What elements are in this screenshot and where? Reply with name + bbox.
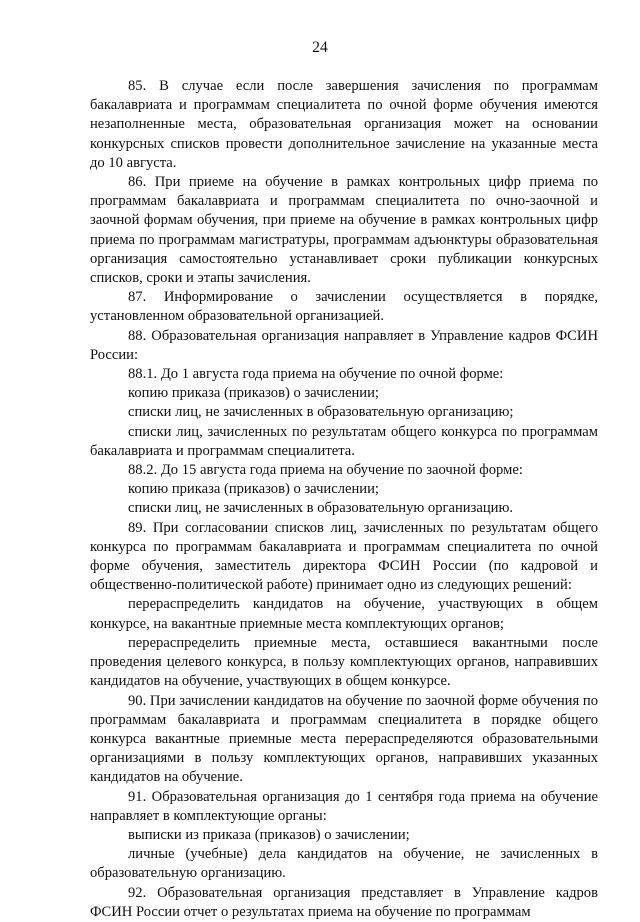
list-item: копию приказа (приказов) о зачислении; [128, 481, 379, 498]
list-item: перераспределить кандидатов на обучение, участвующих в общем конкурсе, на вакантные приемные места комплектующих органов; [90, 596, 598, 632]
list-item: перераспределить приемные места, оставшиеся вакантными после проведения целевого конкурса, в пользу комплектующих органов, направивших кандидатов на обучение, участвующих в общем конкурсе. [90, 634, 598, 690]
list-item: списки лиц, не зачисленных в образовательную организацию; [128, 404, 514, 421]
paragraph-89: 89. При согласовании списков лиц, зачисленных по результатам общего конкурса по программам бакалавриата и программам специалитета по очной форме обучения, заместитель директора ФСИН России (по кадровой и общественно-политической работе) принимает одно из следующих решений: [90, 519, 598, 594]
paragraph-87: 87. Информирование о зачислении осуществляется в порядке, установленном образовательной организацией. [90, 289, 598, 325]
paragraph-86: 86. При приеме на обучение в рамках контрольных цифр приема по программам бакалавриата и программам специалитета по очно-заочной и заочной формам обучения, при приеме на обучение в рамках контрольных цифр приема по программам магистратуры, программам адъюнктуры образовательная организация самостоятельно устанавливает сроки публикации конкурсных списков, сроки и этапы зачисления. [90, 174, 598, 287]
list-item: личные (учебные) дела кандидатов на обучение, не зачисленных в образовательную организацию. [90, 846, 598, 882]
document-body [90, 77, 598, 922]
paragraph-90: 90. При зачислении кандидатов на обучение по заочной форме обучения по программам бакалавриата и программам специалитета в порядке общего конкурса вакантные приемные места перераспределяются образовательными организациями в пользу комплектующих органов, направивших указанных кандидатов на обучение. [90, 692, 598, 786]
list-item: списки лиц, не зачисленных в образовательную организацию. [128, 500, 514, 517]
list-item: копию приказа (приказов) о зачислении; [128, 385, 379, 402]
paragraph-88-2: 88.2. До 15 августа года приема на обучение по заочной форме: [128, 462, 523, 479]
paragraph-85: 85. В случае если после завершения зачисления по программам бакалавриата и программам специалитета по очной форме обучения имеются незаполненные места, образовательная организация может на основании конкурсных списков провести дополнительное зачисление на указанные места до 10 августа. [90, 78, 598, 171]
paragraph-92: 92. Образовательная организация представляет в Управление кадров ФСИН России отчет о результатах приема на обучение по программам [90, 884, 598, 920]
paragraph-91: 91. Образовательная организация до 1 сентября года приема на обучение направляет в комплектующие органы: [90, 788, 598, 824]
list-item: выписки из приказа (приказов) о зачислении; [128, 826, 410, 843]
page-number: 24 [312, 39, 328, 56]
paragraph-88: 88. Образовательная организация направляет в Управление кадров ФСИН России: [90, 327, 598, 363]
paragraph-88-1: 88.1. До 1 августа года приема на обучение по очной форме: [128, 366, 504, 383]
list-item: списки лиц, зачисленных по результатам общего конкурса по программам бакалавриата и программам специалитета. [90, 423, 598, 459]
